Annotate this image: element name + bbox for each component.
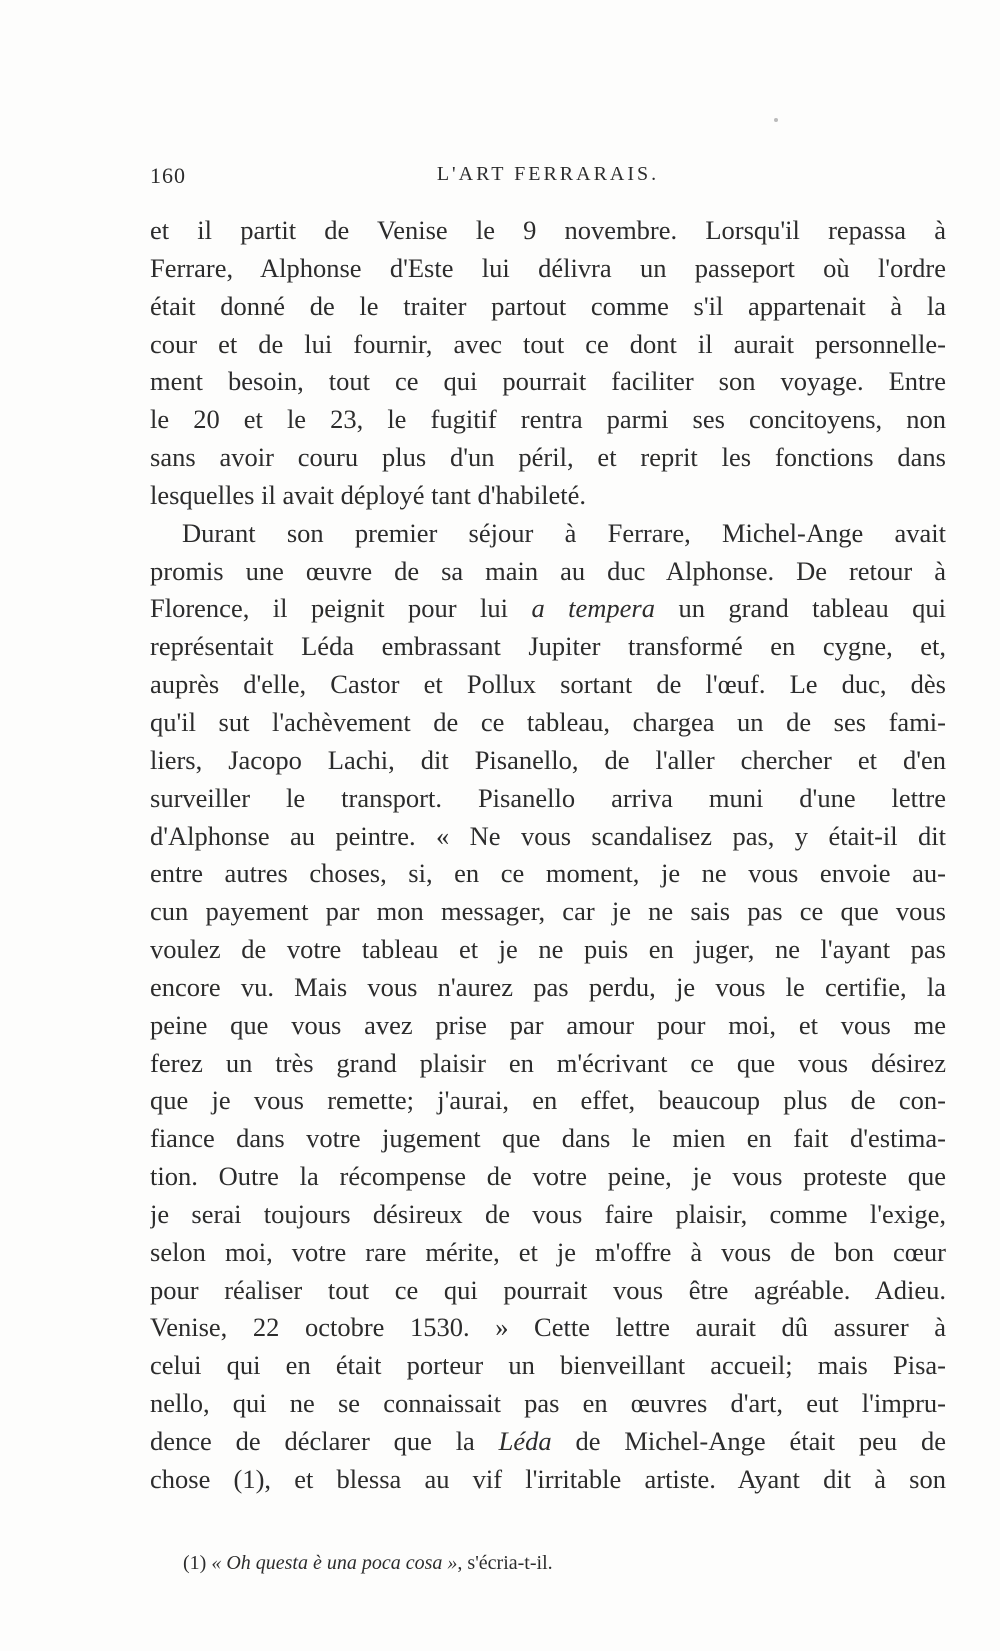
text-line: chose (1), et blessa au vif l'irritable artiste. Ayant dit à son (150, 1463, 946, 1494)
italic-title: Léda (498, 1426, 552, 1456)
text-line: d'Alphonse au peintre. « Ne vous scandalisez pas, y était-il dit (150, 820, 946, 851)
footnote-marker: (1) (183, 1552, 207, 1574)
text-line: lesquelles il avait déployé tant d'habileté. (150, 479, 586, 510)
text-line: Ferrare, Alphonse d'Este lui délivra un passeport où l'ordre (150, 252, 946, 283)
footnote-tail: , s'écria-t-il. (457, 1552, 553, 1574)
text-segment: de Michel-Ange était peu de (575, 1426, 946, 1456)
text-line: tion. Outre la récompense de votre peine, je vous proteste que (150, 1161, 946, 1192)
text-line: peine que vous avez prise par amour pour moi, et vous me (150, 1009, 946, 1040)
page-number: 160 (150, 163, 186, 188)
text-line: selon moi, votre rare mérite, et je m'offre à vous de bon cœur (150, 1236, 946, 1267)
body-text (150, 212, 946, 1499)
text-line: Venise, 22 octobre 1530. » Cette lettre aurait dû assurer à (150, 1312, 946, 1343)
text-line: surveiller le transport. Pisanello arriva muni d'une lettre (150, 782, 946, 813)
text-line: nello, qui ne se connaissait pas en œuvres d'art, eut l'impru- (150, 1388, 946, 1419)
text-line-mixed (150, 590, 946, 628)
text-line-mixed (150, 1423, 946, 1461)
italic-term: a tempera (531, 593, 655, 624)
page-header (150, 163, 946, 193)
text-line: sans avoir couru plus d'un péril, et reprit les fonctions dans (150, 442, 946, 473)
text-line: représentait Léda embrassant Jupiter transformé en cygne, et, (150, 631, 946, 662)
text-line: le 20 et le 23, le fugitif rentra parmi ses concitoyens, non (150, 404, 946, 435)
text-segment: dence de déclarer que la (150, 1426, 475, 1456)
paper-speck (774, 118, 778, 122)
text-line: liers, Jacopo Lachi, dit Pisanello, de l'aller chercher et d'en (150, 744, 946, 775)
text-segment: Florence, il peignit pour lui (150, 593, 508, 624)
text-line: encore vu. Mais vous n'aurez pas perdu, je vous le certifie, la (150, 971, 946, 1002)
text-line: pour réaliser tout ce qui pourrait vous être agréable. Adieu. (150, 1274, 946, 1305)
text-line: était donné de le traiter partout comme s'il appartenait à la (150, 290, 946, 321)
text-line: cour et de lui fournir, avec tout ce dont il aurait personnelle- (150, 328, 946, 359)
text-line: celui qui en était porteur un bienveillant accueil; mais Pisa- (150, 1350, 946, 1381)
footnote-quote: « Oh questa è una poca cosa » (211, 1552, 458, 1574)
text-line: voulez de votre tableau et je ne puis en juger, ne l'ayant pas (150, 934, 946, 965)
text-line: ment besoin, tout ce qui pourrait faciliter son voyage. Entre (150, 366, 946, 397)
footnote (183, 1552, 553, 1575)
running-title: L'ART FERRARAIS. (436, 163, 660, 185)
text-line: Durant son premier séjour à Ferrare, Michel-Ange avait (182, 517, 946, 548)
text-line: je serai toujours désireux de vous faire plaisir, comme l'exige, (150, 1198, 946, 1229)
text-line: fiance dans votre jugement que dans le mien en fait d'estima- (150, 1123, 946, 1154)
text-segment: un grand tableau qui (678, 593, 946, 624)
text-line: entre autres choses, si, en ce moment, je ne vous envoie au- (150, 858, 946, 889)
text-line: ferez un très grand plaisir en m'écrivant ce que vous désirez (150, 1047, 946, 1078)
text-line: cun payement par mon messager, car je ne sais pas ce que vous (150, 896, 946, 927)
text-line: auprès d'elle, Castor et Pollux sortant de l'œuf. Le duc, dès (150, 669, 946, 700)
text-line: qu'il sut l'achèvement de ce tableau, chargea un de ses fami- (150, 706, 946, 737)
text-line: promis une œuvre de sa main au duc Alphonse. De retour à (150, 555, 946, 586)
text-line: et il partit de Venise le 9 novembre. Lorsqu'il repassa à (150, 215, 946, 245)
text-line: que je vous remette; j'aurai, en effet, beaucoup plus de con- (150, 1085, 946, 1116)
